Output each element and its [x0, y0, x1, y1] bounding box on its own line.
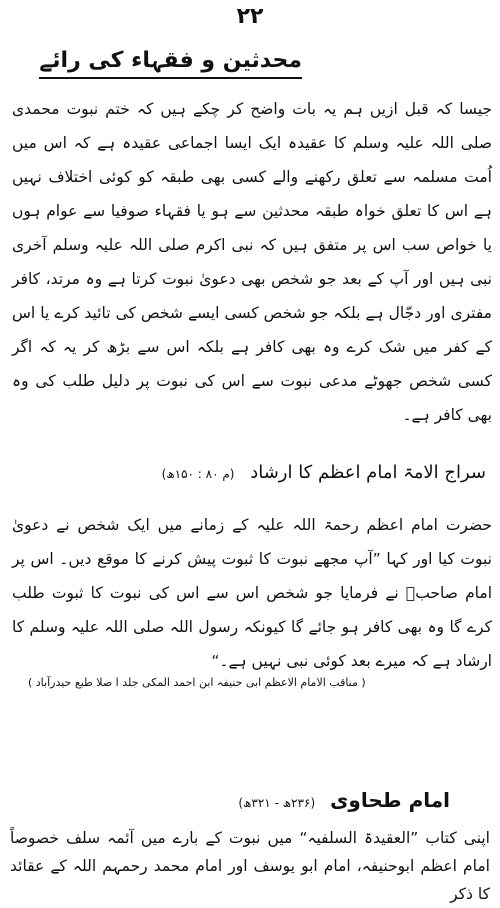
- section-heading-imam-tahawi: [238, 788, 450, 812]
- heading-date-ref: (م ۸۰ : ۱۵۰ھ): [161, 467, 235, 481]
- paragraph-khatm-nabuwwat: جیسا کہ قبل ازیں ہم یہ بات واضح کر چکے ہیں کہ ختم نبوت محمدی صلی اللہ علیہ وسلم کا عقیدہ ایک ایسا اجماعی عقیدہ ہے کہ اس میں اُمت مسلمہ سے تعلق رکھنے والے کسی بھی طبقہ کو کوئی اختلاف نہیں ہے اس کا تعلق خواہ طبقہ محدثین سے ہو یا فقہاء صوفیا سے عوام ہوں یا خواص سب اس پر متفق ہیں کہ نبی اکرم صلی اللہ علیہ وسلم آخری نبی ہیں اور آپ کے بعد جو شخص بھی دعویٰ نبوت کرتا ہے وہ مرتد، کافر مفتری اور دجّال ہے بلکہ جو شخص کسی ایسے شخص کی تائید کرے یا اس کے کفر میں شک کرے وہ بھی کافر ہے بلکہ اس سے بڑھ کر یہ کہ اگر کسی شخص جھوٹے مدعی نبوت سے اس کی نبوت پر دلیل طلب کی وہ بھی کافر ہے۔: [12, 100, 492, 424]
- heading-title: امام طحاوی: [330, 788, 450, 812]
- section-heading-muhaddithin: محدثین و فقہاء کی رائے: [39, 48, 302, 79]
- page-number: ۲۲: [236, 4, 264, 29]
- heading-date-ref: (۲۳۶ھ - ۳۲۱ھ): [238, 796, 316, 810]
- section-heading-imam-azam: [162, 462, 486, 483]
- source-citation: ( مناقب الامام الاعظم ابی حنیفہ ابن احمد المکی جلد ا صلا طبع حیدرآباد ): [28, 676, 366, 689]
- paragraph-imam-tahawi: اپنی کتاب ”العقیدۃ السلفیہ“ میں نبوت کے بارے میں آئمہ سلف خصوصاً امام اعظم ابوحنیفہ، امام ابو یوسف اور امام محمد رحمہم اللہ کے عقائد کا ذکر: [10, 829, 490, 903]
- paragraph-imam-azam: حضرت امام اعظم رحمۃ اللہ علیہ کے زمانے میں ایک شخص نے دعویٰ نبوت کیا اور کہا ”آپ مجھے نبوت کا ثبوت پیش کرنے کا موقع دیں۔ اس پر امام صاحبؒ نے فرمایا جو شخص اس سے اس کی نبوت کا ثبوت طلب کرے گا وہ بھی کافر ہو جائے گا کیونکہ رسول اللہ صلی اللہ علیہ وسلم کا ارشاد ہے کہ میرے بعد کوئی نبی نہیں ہے۔“: [12, 516, 492, 670]
- heading-title: سراج الامۃ امام اعظم کا ارشاد: [250, 462, 486, 483]
